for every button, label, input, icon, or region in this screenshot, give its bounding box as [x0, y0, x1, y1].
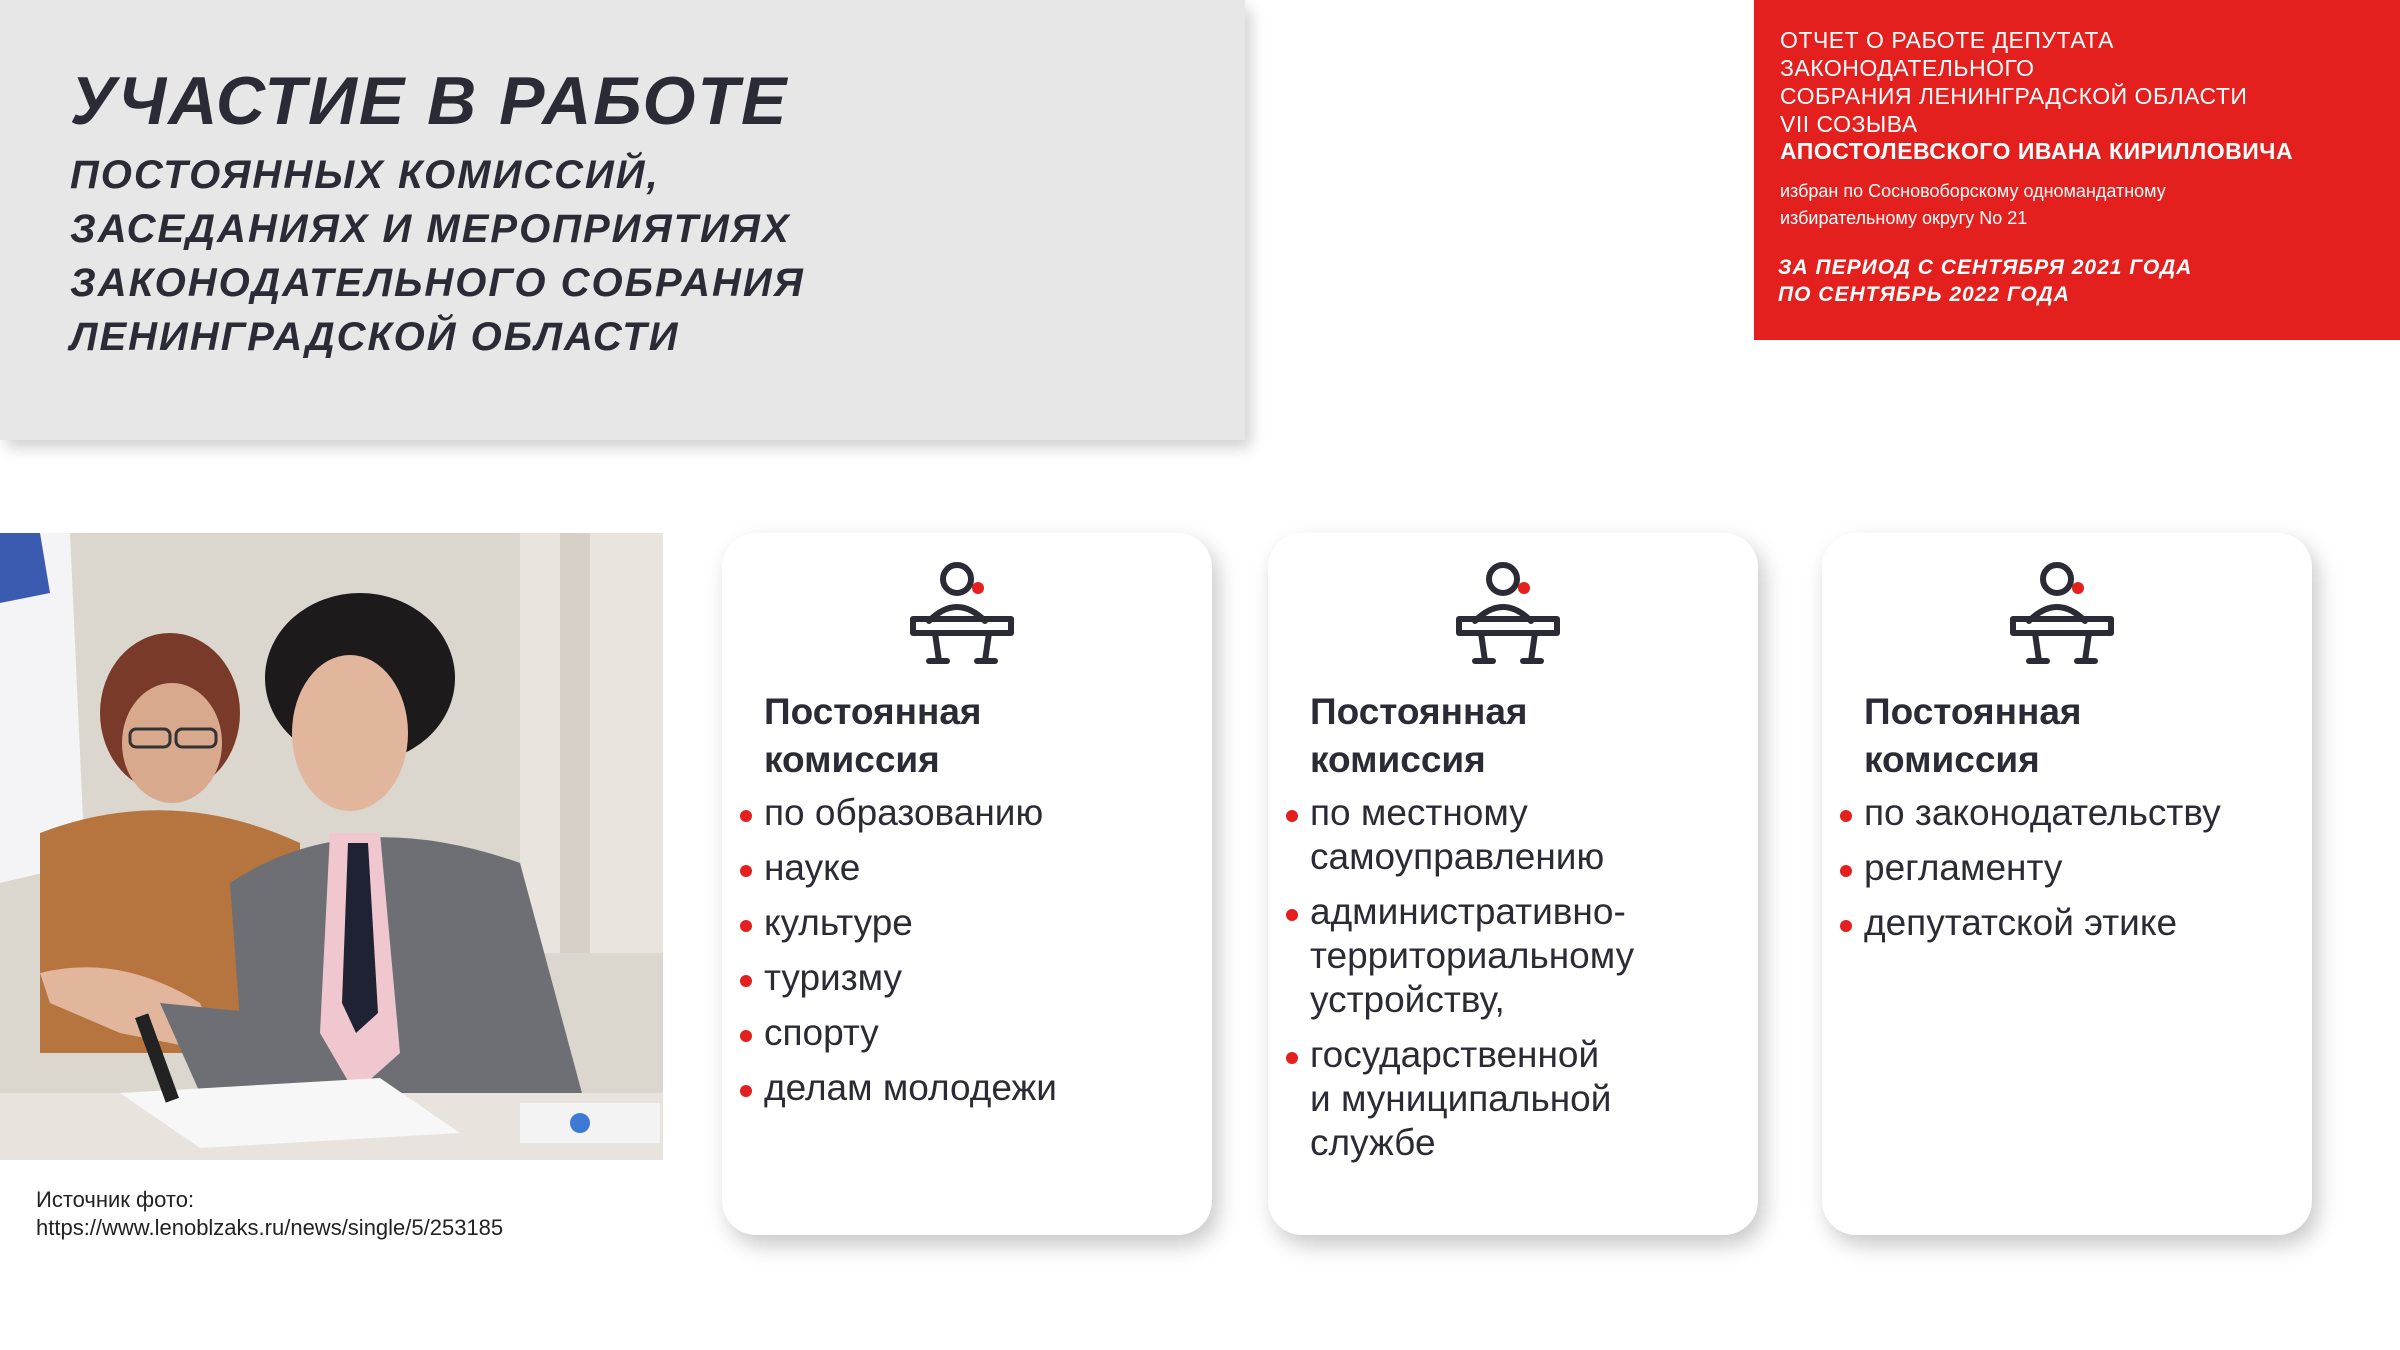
list-item [764, 956, 1057, 1000]
list-item-text: науке [764, 847, 861, 888]
report-heading [1780, 26, 2247, 138]
subtitle-line: ЛЕНИНГРАДСКОЙ ОБЛАСТИ [70, 315, 680, 359]
report-line: ОТЧЕТ О РАБОТЕ ДЕПУТАТА [1780, 27, 2114, 53]
subtitle-line: ЗАКОНОДАТЕЛЬНОГО СОБРАНИЯ [70, 261, 805, 305]
list-item-text: культуре [764, 902, 913, 943]
list-item-text: депутатской этике [1864, 902, 2178, 943]
commission-topics [764, 791, 1057, 1121]
list-item-text: по образованию [764, 792, 1044, 833]
card-title-line: комиссия [1864, 739, 2040, 780]
meeting-photo-illustration [0, 533, 663, 1160]
list-item-text: административно- территориальному устройству, [1310, 891, 1635, 1020]
report-line: VII СОЗЫВА [1780, 111, 1918, 137]
page-title: УЧАСТИЕ В РАБОТЕ [70, 63, 789, 139]
meeting-photo [0, 533, 663, 1160]
card-title [764, 688, 981, 784]
elected-line: избирательному округу No 21 [1780, 208, 2028, 228]
elected-line: избран по Сосновоборскому одномандатному [1780, 181, 2166, 201]
page-subtitle [70, 148, 805, 364]
speaker-podium-icon [1453, 557, 1563, 667]
list-item-text: государственной и муниципальной службе [1310, 1034, 1612, 1163]
photo-source [36, 1186, 503, 1242]
commission-card-local-government [1268, 533, 1758, 1235]
list-item-text: спорту [764, 1012, 879, 1053]
card-title-line: Постоянная [1310, 691, 1528, 732]
card-title-line: комиссия [764, 739, 940, 780]
elected-district [1780, 178, 2166, 232]
list-item-text: регламенту [1864, 847, 2063, 888]
period-line: ЗА ПЕРИОД С СЕНТЯБРЯ 2021 ГОДА [1778, 256, 2193, 279]
report-info-panel [1754, 0, 2400, 340]
commission-card-education [722, 533, 1212, 1235]
period-line: ПО СЕНТЯБРЬ 2022 ГОДА [1778, 283, 2070, 306]
report-period [1778, 254, 2192, 308]
list-item [1864, 901, 2221, 945]
report-line: ЗАКОНОДАТЕЛЬНОГО [1780, 55, 2035, 81]
list-item-text: по законодательству [1864, 792, 2221, 833]
photo-source-url[interactable]: https://www.lenoblzaks.ru/news/single/5/253185 [36, 1215, 504, 1240]
subtitle-line: ПОСТОЯННЫХ КОМИССИЙ, [70, 153, 660, 197]
card-title-line: Постоянная [1864, 691, 2082, 732]
card-title [1310, 688, 1527, 784]
list-item [1310, 1033, 1634, 1165]
deputy-name: АПОСТОЛЕВСКОГО ИВАНА КИРИЛЛОВИЧА [1780, 138, 2294, 164]
list-item [764, 901, 1057, 945]
list-item [764, 1011, 1057, 1055]
speaker-podium-icon [907, 557, 1017, 667]
list-item [764, 1066, 1057, 1110]
title-panel [0, 0, 1245, 440]
list-item [1864, 846, 2221, 890]
list-item [764, 791, 1057, 835]
list-item-text: туризму [764, 957, 903, 998]
list-item-text: по местному самоуправлению [1310, 792, 1605, 877]
list-item [1310, 890, 1634, 1022]
report-line: СОБРАНИЯ ЛЕНИНГРАДСКОЙ ОБЛАСТИ [1780, 83, 2248, 109]
list-item [1310, 791, 1634, 879]
card-title [1864, 688, 2081, 784]
commission-card-legislation [1822, 533, 2312, 1235]
list-item [1864, 791, 2221, 835]
list-item-text: делам молодежи [764, 1067, 1057, 1108]
commission-topics [1864, 791, 2221, 956]
subtitle-line: ЗАСЕДАНИЯХ И МЕРОПРИЯТИЯХ [70, 207, 791, 251]
list-item [764, 846, 1057, 890]
card-title-line: комиссия [1310, 739, 1486, 780]
photo-source-label: Источник фото: [36, 1187, 195, 1212]
card-title-line: Постоянная [764, 691, 982, 732]
commission-topics [1310, 791, 1634, 1176]
speaker-podium-icon [2007, 557, 2117, 667]
